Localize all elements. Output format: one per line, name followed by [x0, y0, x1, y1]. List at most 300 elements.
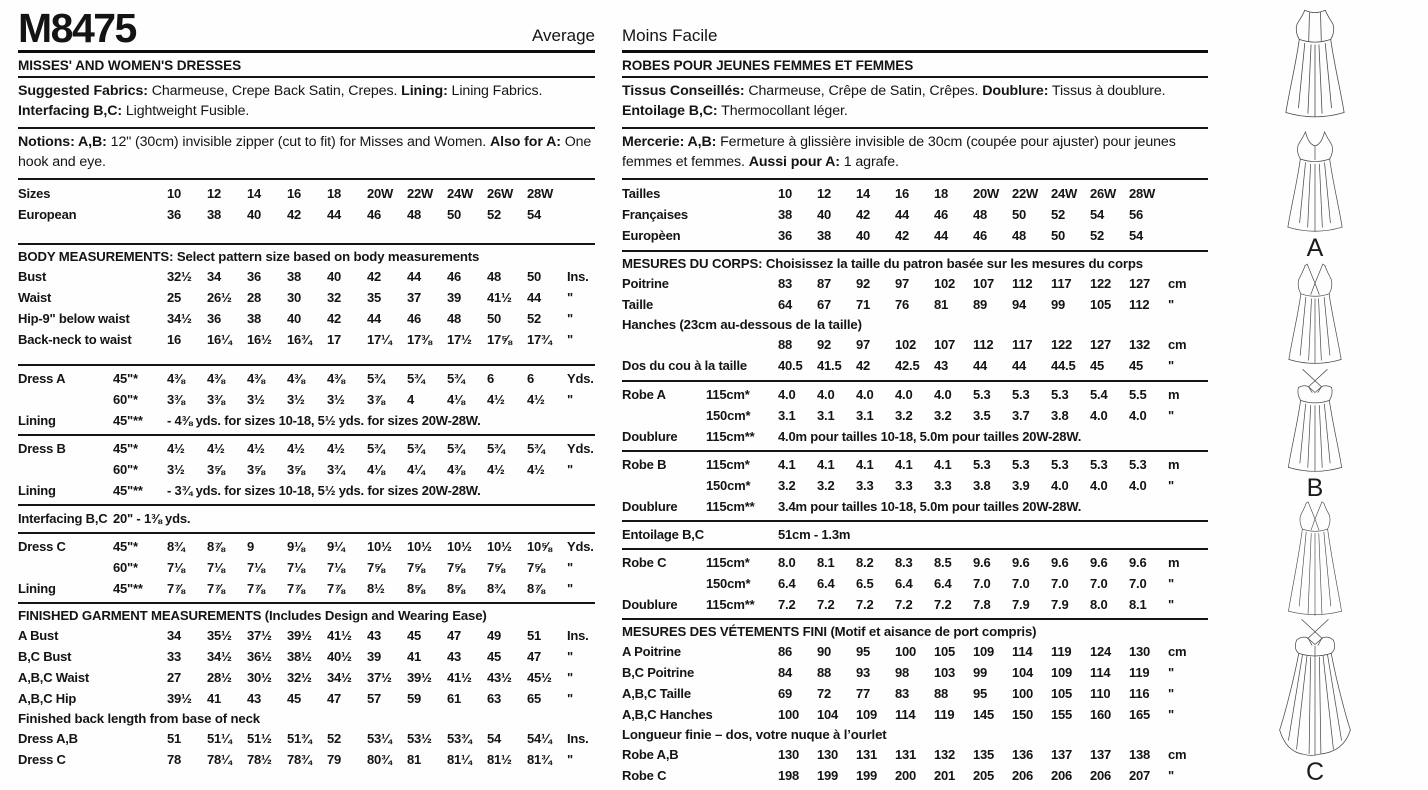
cell-value: 4.0: [817, 386, 835, 402]
cell-value: 7⅝: [487, 559, 505, 575]
robe-c-metrage-table: [622, 550, 1208, 620]
row-label: Poitrine: [622, 275, 669, 291]
unit-label: cm: [1168, 275, 1187, 291]
table-row: [18, 667, 595, 688]
cell-value: 4.1: [817, 456, 835, 472]
table-row: [622, 183, 1208, 204]
cell-value: 7.0: [1129, 575, 1147, 591]
cell-value: 3½: [327, 391, 345, 407]
bold-label: Also for A:: [489, 133, 561, 150]
cell-value: 5.4: [1090, 386, 1108, 402]
cell-value: 201: [934, 767, 956, 783]
cell-value: 26W: [487, 185, 514, 201]
masthead-left: [18, 6, 595, 53]
cell-value: 102: [895, 336, 917, 352]
suggested-fabrics-paragraph: [18, 78, 595, 129]
cell-value: 44.5: [1051, 357, 1076, 373]
unit-label: ": [567, 669, 573, 685]
cell-value: 44: [407, 268, 422, 284]
cell-value: 6.5: [856, 575, 874, 591]
cell-value: 44: [1012, 357, 1027, 373]
cell-value: 100: [1012, 685, 1034, 701]
cell-value: 43: [447, 648, 462, 664]
cell-value: 47: [527, 648, 542, 664]
cell-value: 17⅝: [487, 331, 512, 347]
cell-value: 7⅛: [207, 559, 225, 575]
cell-value: 10: [778, 185, 793, 201]
bold-label: Mercerie: A,B:: [622, 133, 717, 150]
fabric-width-spec: 60"*: [113, 391, 138, 407]
cell-value: 44: [327, 206, 342, 222]
cell-value: 17¾: [527, 331, 552, 347]
fabric-width-spec: [706, 204, 778, 225]
cell-value: 97: [895, 275, 910, 291]
cell-value: 105: [1051, 685, 1073, 701]
table-row: [18, 204, 595, 225]
cell-value: 48: [973, 206, 988, 222]
cell-value: 3.2: [817, 477, 835, 493]
cell-value: 130: [778, 746, 800, 762]
cell-value: 3½: [287, 391, 305, 407]
cell-value: 3.3: [856, 477, 874, 493]
cell-value: 39½: [287, 627, 312, 643]
fabric-width-spec: [706, 273, 778, 294]
cell-value: 18: [327, 185, 342, 201]
cell-value: 7.0: [1012, 575, 1030, 591]
cell-value: 50: [1012, 206, 1027, 222]
cell-value: 79: [327, 751, 342, 767]
cell-value: 150: [1012, 706, 1034, 722]
cell-value: 119: [1051, 643, 1072, 659]
cell-value: 17: [327, 331, 342, 347]
table-row: [622, 594, 1208, 615]
cell-value: 114: [895, 706, 916, 722]
table-row: [622, 765, 1208, 786]
table-row: [18, 266, 595, 287]
row-label: B,C Poitrine: [622, 664, 694, 680]
table-row: [622, 334, 1208, 355]
cell-value: 41: [207, 690, 222, 706]
cell-value: 5¾: [367, 440, 385, 456]
cell-value: 4½: [207, 440, 225, 456]
cell-value: 49: [487, 627, 502, 643]
cell-value: 52: [1051, 206, 1066, 222]
table-row: [622, 273, 1208, 294]
bold-label: Doublure:: [982, 83, 1049, 99]
fabric-width-spec: [706, 662, 778, 683]
row-label: Doublure: [622, 428, 678, 444]
fabric-width-spec: 150cm*: [706, 477, 751, 493]
row-label: Lining: [18, 412, 56, 428]
table-row: [622, 384, 1208, 405]
cell-value: 36: [207, 310, 222, 326]
cell-value: 7⅝: [407, 559, 425, 575]
cell-value: 30½: [247, 669, 272, 685]
cell-value: 45: [1090, 357, 1105, 373]
cell-value: 7⅛: [167, 559, 185, 575]
cell-value: 122: [1051, 336, 1073, 352]
cell-value: 78¼: [207, 751, 232, 767]
cell-value: 81½: [487, 751, 512, 767]
cell-value: 84: [778, 664, 793, 680]
fabric-width-spec: [706, 704, 778, 725]
row-label: Entoilage B,C: [622, 526, 704, 542]
row-label: A Bust: [18, 627, 59, 643]
cell-value: 7.2: [856, 596, 874, 612]
cell-value: 5¾: [447, 440, 465, 456]
fabric-width-spec: [113, 728, 167, 749]
cell-value: 5¾: [367, 370, 385, 386]
cell-value: 114: [1012, 643, 1033, 659]
cell-value: 67: [817, 296, 832, 312]
cell-value: 40: [327, 268, 342, 284]
cell-value: 7⅛: [247, 559, 265, 575]
cell-value: 71: [856, 296, 871, 312]
cell-value: 4½: [167, 440, 185, 456]
cell-value: 56: [1129, 206, 1144, 222]
cell-value: 6.4: [817, 575, 835, 591]
fabric-width-spec: [113, 266, 167, 287]
bold-label: Tissus Conseillés:: [622, 83, 745, 99]
cell-value: 8.2: [856, 554, 874, 570]
cell-value: 28: [247, 289, 262, 305]
table-row: [18, 329, 595, 350]
difficulty-rating-fr: Moins Facile: [622, 26, 718, 45]
cell-value: 7⅛: [287, 559, 305, 575]
difficulty-rating-en: Average: [531, 26, 595, 45]
unit-label: m: [1168, 456, 1180, 472]
row-label: Dress C: [18, 538, 66, 554]
row-text: 51cm - 1.3m: [778, 526, 851, 542]
cell-value: 44: [973, 357, 988, 373]
fabric-width-spec: 115cm**: [706, 498, 755, 514]
fabric-width-spec: [113, 688, 167, 709]
cell-value: 41½: [487, 289, 512, 305]
unit-label: ": [1168, 706, 1174, 722]
cell-value: 7.9: [1012, 596, 1030, 612]
row-label: A,B,C Hanches: [622, 706, 713, 722]
sub-header: Longueur finie – dos, votre nuque à l’ourlet: [622, 726, 887, 742]
cell-value: 34½: [327, 669, 352, 685]
cell-value: 3.8: [1051, 407, 1069, 423]
cell-value: 8.3: [895, 554, 913, 570]
cell-value: 4.0: [1051, 477, 1069, 493]
row-label: [18, 557, 113, 578]
cell-value: 4.0: [1090, 407, 1108, 423]
cell-value: 52: [527, 310, 542, 326]
body-measurements-table-fr: [622, 252, 1208, 382]
cell-value: 8.0: [1090, 596, 1108, 612]
cell-value: 38: [247, 310, 262, 326]
dress-a-yardage-table: [18, 366, 595, 436]
section-header: BODY MEASUREMENTS: Select pattern size based on body measurements: [18, 248, 480, 264]
cell-value: 39½: [167, 690, 192, 706]
cell-value: 5.3: [1129, 456, 1147, 472]
cell-value: 46: [973, 227, 988, 243]
cell-value: 122: [1090, 275, 1112, 291]
row-text: 3.4m pour tailles 10-18, 5.0m pour tailles 20W-28W.: [778, 498, 1082, 514]
cell-value: 32½: [167, 268, 192, 284]
cell-value: 5.3: [973, 386, 991, 402]
cell-value: 3.1: [856, 407, 874, 423]
cell-value: 50: [1051, 227, 1066, 243]
row-label: Dress B: [18, 440, 66, 456]
cell-value: 51: [527, 627, 542, 643]
cell-value: 8⅝: [407, 580, 425, 596]
cell-value: 51¾: [287, 730, 312, 746]
cell-value: 38½: [287, 648, 312, 664]
cell-value: 37½: [367, 669, 392, 685]
cell-value: 4.1: [856, 456, 874, 472]
cell-value: 4.0: [856, 386, 874, 402]
unit-label: [567, 204, 595, 225]
cell-value: 39: [447, 289, 462, 305]
row-label: A,B,C Waist: [18, 669, 89, 685]
fabric-width-spec: 45"*: [113, 440, 138, 456]
paragraph-text: Thermocollant léger.: [717, 102, 848, 119]
cell-value: 43: [934, 357, 949, 373]
cell-value: 43: [367, 627, 382, 643]
row-label: [18, 459, 113, 480]
unit-label: m: [1168, 554, 1180, 570]
cell-value: 88: [817, 664, 832, 680]
cell-value: 145: [973, 706, 995, 722]
cell-value: 4½: [487, 461, 505, 477]
unit-label: ": [567, 391, 573, 407]
row-label: A,B,C Taille: [622, 685, 691, 701]
paragraph-text: 12" (30cm) invisible zipper (cut to fit) for Misses and Women.: [106, 133, 490, 150]
cell-value: 6.4: [934, 575, 952, 591]
cell-value: 199: [856, 767, 878, 783]
cell-value: 90: [817, 643, 832, 659]
cell-value: 8½: [367, 580, 385, 596]
cell-value: 7.0: [973, 575, 991, 591]
cell-value: 136: [1012, 746, 1034, 762]
cell-value: 53½: [407, 730, 432, 746]
row-label: Dress A,B: [18, 730, 78, 746]
robe-b-metrage-table: [622, 452, 1208, 522]
cell-value: 130: [817, 746, 839, 762]
cell-value: 78¾: [287, 751, 312, 767]
paragraph-text: Lightweight Fusible.: [122, 102, 250, 119]
cell-value: 4⅛: [447, 391, 465, 407]
cell-value: 104: [817, 706, 839, 722]
row-label: [622, 475, 706, 496]
cell-value: 4⅜: [327, 370, 345, 386]
fabric-width-spec: 115cm*: [706, 386, 750, 402]
fabric-width-spec: 115cm*: [706, 554, 750, 570]
cell-value: 42.5: [895, 357, 920, 373]
cell-value: 112: [973, 336, 994, 352]
unit-label: ": [567, 461, 573, 477]
table-row: [18, 438, 595, 459]
cell-value: 5¾: [447, 370, 465, 386]
finished-garment-table-en: [18, 604, 595, 770]
paragraph-text: Charmeuse, Crêpe de Satin, Crêpes.: [744, 83, 983, 99]
unit-label: ": [567, 751, 573, 767]
cell-value: 3.7: [1012, 407, 1030, 423]
cell-value: 6.4: [778, 575, 796, 591]
cell-value: 116: [1129, 685, 1150, 701]
cell-value: 117: [1012, 336, 1033, 352]
bold-label: Lining:: [401, 83, 448, 99]
cell-value: 63: [487, 690, 502, 706]
unit-label: ": [1168, 685, 1174, 701]
cell-value: 3⅜: [167, 391, 185, 407]
cell-value: 7⅞: [167, 580, 185, 596]
cell-value: 4.0: [895, 386, 913, 402]
fabric-width-spec: [706, 334, 778, 355]
cell-value: 35½: [207, 627, 232, 643]
bold-label: Notions: A,B:: [18, 133, 107, 150]
row-label: Doublure: [622, 498, 678, 514]
cell-value: 92: [817, 336, 832, 352]
table-row: [622, 405, 1208, 426]
table-row: [18, 728, 595, 749]
cell-value: 3.2: [934, 407, 952, 423]
table-row: [622, 475, 1208, 496]
cell-value: 99: [973, 664, 988, 680]
unit-label: ": [567, 331, 573, 347]
cell-value: 105: [1090, 296, 1112, 312]
cell-value: 4.0: [1129, 407, 1147, 423]
cell-value: 4¼: [407, 461, 425, 477]
cell-value: 88: [778, 336, 793, 352]
row-label: Bust: [18, 268, 47, 284]
unit-label: ": [1168, 596, 1174, 612]
unit-label: ": [1168, 767, 1174, 783]
unit-label: ": [1168, 575, 1174, 591]
cell-value: 119: [1129, 664, 1150, 680]
paragraph-text: Fermeture à glissière invisible de 30cm (coupée pour ajuster) pour jeunes femmes et femmes.: [622, 133, 1176, 170]
cell-value: 97: [856, 336, 871, 352]
row-label: Lining: [18, 580, 56, 596]
cell-value: 102: [934, 275, 956, 291]
cell-value: 34: [207, 268, 222, 284]
fabric-width-spec: [113, 308, 167, 329]
cell-value: 51¼: [207, 730, 232, 746]
cell-value: 199: [817, 767, 839, 783]
unit-label: [1168, 225, 1208, 246]
row-label: Back-neck to waist: [18, 331, 132, 347]
cell-value: 7⅞: [207, 580, 225, 596]
cell-value: 10½: [367, 538, 392, 554]
cell-value: 207: [1129, 767, 1151, 783]
table-row: [622, 524, 1208, 545]
cell-value: 17¼: [367, 331, 392, 347]
row-label: [622, 334, 706, 355]
unit-label: Yds.: [567, 440, 594, 456]
paragraph-text: 1 agrafe.: [839, 153, 899, 170]
table-row: [622, 662, 1208, 683]
table-row: [18, 308, 595, 329]
cell-value: 22W: [407, 185, 434, 201]
fabric-width-spec: 20" - 1⅜ yds.: [113, 510, 191, 526]
table-row: [622, 294, 1208, 315]
cell-value: 117: [1051, 275, 1072, 291]
fabric-width-spec: 45"*: [113, 538, 138, 554]
table-row: [622, 704, 1208, 725]
section-title-en: MISSES' AND WOMEN'S DRESSES: [18, 53, 595, 78]
cell-value: 46: [934, 206, 949, 222]
cell-value: 86: [778, 643, 793, 659]
cell-value: 99: [1051, 296, 1066, 312]
cell-value: 5.3: [1012, 456, 1030, 472]
cell-value: 200: [895, 767, 917, 783]
cell-value: 51: [167, 730, 182, 746]
table-row: [18, 749, 595, 770]
cell-value: 80¾: [367, 751, 392, 767]
cell-value: 25: [167, 289, 182, 305]
cell-value: 206: [1090, 767, 1112, 783]
cell-value: 98: [895, 664, 910, 680]
cell-value: 103: [934, 664, 956, 680]
table-row: [18, 389, 595, 410]
table-row: [622, 552, 1208, 573]
dress-c-yardage-table: [18, 534, 595, 604]
row-label: Taille: [622, 296, 654, 312]
cell-value: 17½: [447, 331, 472, 347]
robe-a-metrage-table: [622, 382, 1208, 452]
cell-value: 78½: [247, 751, 272, 767]
cell-value: 16¾: [287, 331, 312, 347]
cell-value: 38: [778, 206, 793, 222]
fabric-width-spec: [706, 765, 778, 786]
unit-label: Ins.: [567, 627, 589, 643]
cell-value: 61: [447, 690, 462, 706]
cell-value: 5¾: [407, 440, 425, 456]
cell-value: 4.0: [1090, 477, 1108, 493]
row-label: A Poitrine: [622, 643, 681, 659]
cell-value: 112: [1012, 275, 1033, 291]
cell-value: 9⅛: [287, 538, 305, 554]
unit-label: ": [567, 580, 573, 596]
dress-a-front-illustration: [1240, 4, 1390, 122]
fabric-width-spec: [706, 524, 778, 545]
cell-value: 72: [817, 685, 832, 701]
cell-value: 4⅜: [247, 370, 265, 386]
cell-value: 30: [287, 289, 302, 305]
dress-a-back-illustration: [1240, 126, 1390, 236]
dress-c-front-icon: [1263, 500, 1367, 620]
cell-value: 46: [447, 268, 462, 284]
cell-value: 3⅝: [207, 461, 225, 477]
cell-value: 42: [895, 227, 910, 243]
cell-value: 6.4: [895, 575, 913, 591]
cell-value: 7.2: [778, 596, 796, 612]
fabric-width-spec: [706, 355, 778, 376]
cell-value: 81: [407, 751, 422, 767]
cell-value: 54: [1129, 227, 1144, 243]
cell-value: 7.0: [1090, 575, 1108, 591]
table-row: [18, 459, 595, 480]
cell-value: 92: [856, 275, 871, 291]
cell-value: 20W: [973, 185, 1000, 201]
cell-value: 54: [487, 730, 502, 746]
fabric-width-spec: [113, 646, 167, 667]
cell-value: 81¾: [527, 751, 552, 767]
table-row: [18, 480, 595, 501]
row-label: B,C Bust: [18, 648, 72, 664]
notions-paragraph: [18, 129, 595, 180]
cell-value: 95: [856, 643, 871, 659]
cell-value: 7.2: [934, 596, 952, 612]
row-label: Hip-9" below waist: [18, 310, 130, 326]
table-row: [18, 557, 595, 578]
cell-value: 9.6: [1012, 554, 1030, 570]
fabric-width-spec: [706, 683, 778, 704]
fabric-width-spec: 150cm*: [706, 407, 751, 423]
